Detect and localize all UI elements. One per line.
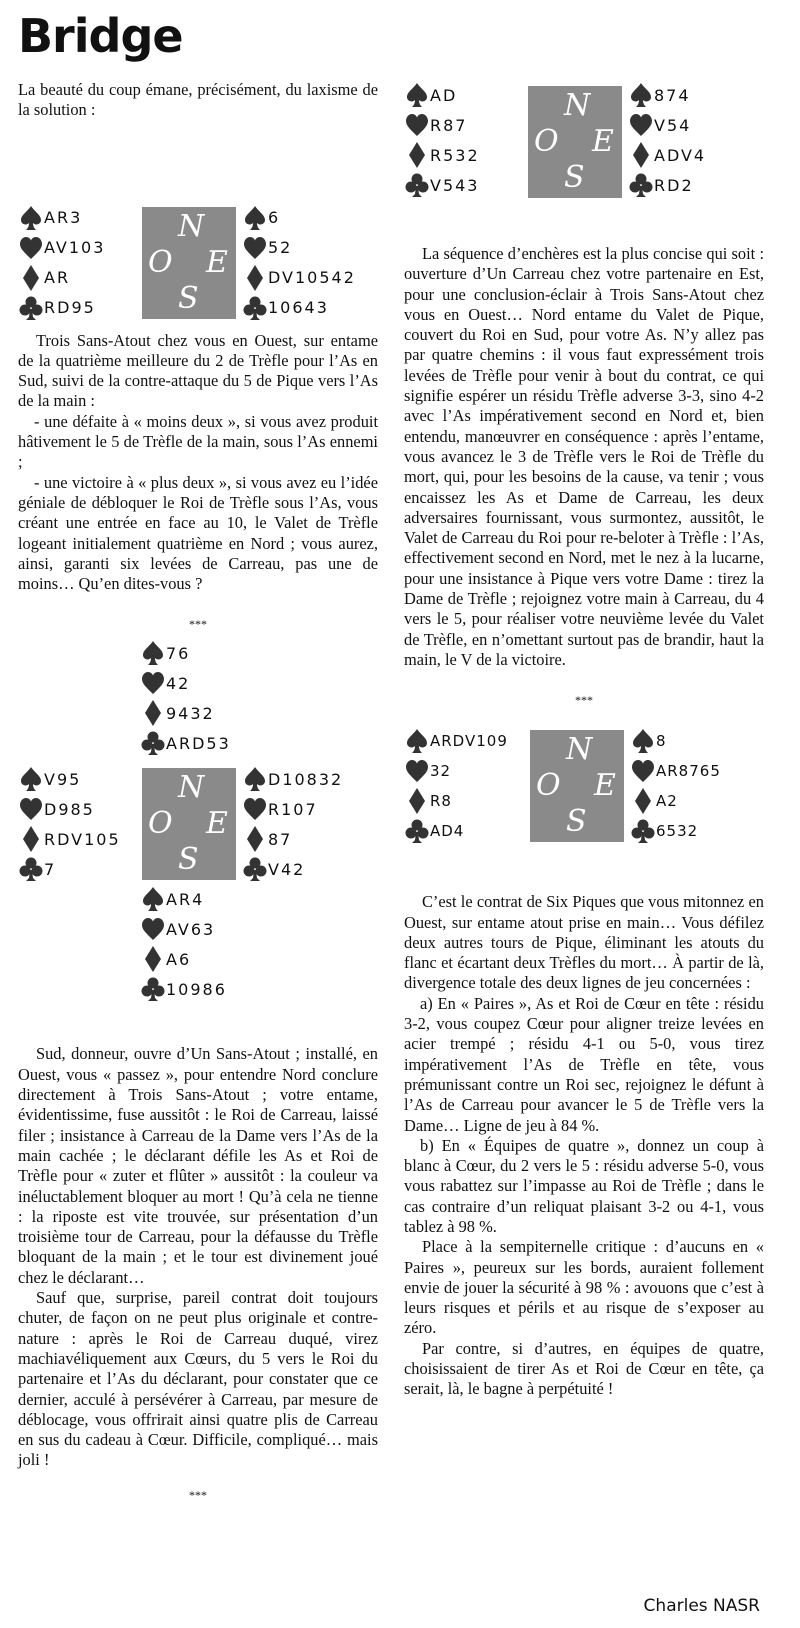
- spade-icon: [628, 82, 654, 108]
- section-separator: ***: [189, 617, 207, 632]
- compass-east: E: [206, 244, 228, 280]
- compass-south: S: [564, 160, 585, 195]
- problem4-paragraph: a) En « Paires », As et Roi de Cœur en tête : résidu 3-2, vous coupez Cœur pour aligner treize levées en acier trempé ; résidu 4-1 ou 5-0, vous tirez impérativement l’As de Trèfle en tête, vous prémunissant contre un Roi sec, rejoignez le défunt à l’As de Carreau pour avancer le 5 de Trèfle vers la Dame… Ligne de jeu à 84 %.: [404, 993, 764, 1135]
- north-diamonds: 9432: [166, 703, 215, 723]
- compass-north: N: [564, 88, 591, 123]
- compass-west: O: [534, 124, 559, 159]
- heart-icon: [628, 112, 654, 138]
- east-clubs: 6532: [656, 822, 699, 841]
- problem2-south-hand: [140, 884, 227, 1004]
- north-hearts: 42: [166, 673, 191, 693]
- problem1-paragraph: - une défaite à « moins deux », si vous avez produit hâtivement le 5 de Trèfle de la main, sous l’As ennemi ;: [18, 411, 378, 472]
- compass-east: E: [594, 768, 616, 804]
- problem4-paragraph: Par contre, si d’autres, en équipes de quatre, choisissaient de tirer As et Roi de Cœur en tête, ça serait, là, le bagne à perpétuité !: [404, 1338, 764, 1399]
- heart-icon: [18, 235, 44, 261]
- heart-icon: [630, 758, 656, 784]
- west-diamonds: R8: [430, 792, 452, 811]
- compass-box: [528, 86, 622, 198]
- north-clubs: ARD53: [166, 733, 231, 753]
- east-hearts: AR8765: [656, 762, 721, 781]
- east-diamonds: DV10542: [268, 268, 356, 288]
- club-icon: [18, 856, 44, 882]
- west-hearts: D985: [44, 799, 95, 819]
- compass-south: S: [178, 842, 199, 878]
- compass-east: E: [592, 124, 614, 159]
- club-icon: [628, 172, 654, 198]
- club-icon: [140, 976, 166, 1002]
- south-clubs: 10986: [166, 979, 227, 999]
- compass-east: E: [206, 806, 228, 842]
- problem1-east-hand: [242, 203, 356, 323]
- west-spades: V95: [44, 769, 82, 789]
- east-hearts: R107: [268, 799, 318, 819]
- west-diamonds: RDV105: [44, 829, 121, 849]
- north-spades: 76: [166, 643, 191, 663]
- diamond-icon: [140, 700, 166, 726]
- west-hearts: R87: [430, 115, 468, 135]
- west-spades: AR3: [44, 208, 83, 228]
- problem2-paragraph: Sud, donneur, ouvre d’Un Sans-Atout ; installé, en Ouest, vous « passez », pour entendre Nord conclure directement à Trois Sans-Atout ; votre entame, évidentissime, fuse aussitôt : le Roi de Carreau, laissé filer ; insistance à Carreau de la Dame vers l’As de la main cachée ; le déclarant défile les As et Roi de Trèfle pour « zuter et flûter » aussitôt : la couleur va inéluctablement bloquer au mort ! Qu’à cela ne tienne : la riposte est vite trouvée, sur présentation d’un troisième tour de Carreau, pour la défausse du Trèfle bloquant de la main ; et le tour est divinement joué chez le déclarant…: [18, 1044, 378, 1287]
- compass-box: [142, 207, 236, 319]
- east-spades: D10832: [268, 769, 344, 789]
- problem1-paragraph: Trois Sans-Atout chez vous en Ouest, sur entame de la quatrième meilleure du 2 de Trèfle pour l’As en Sud, suivi de la contre-attaque du 5 de Pique vers l’As de la main :: [18, 330, 378, 411]
- east-spades: 8: [656, 732, 667, 751]
- page-title: Bridge: [18, 9, 183, 63]
- heart-icon: [404, 112, 430, 138]
- east-clubs: 10643: [268, 298, 329, 318]
- problem2-west-hand: [18, 764, 121, 884]
- problem3-paragraph: La séquence d’enchères est la plus concise qui soit : ouverture d’Un Carreau chez votre partenaire en Est, pour une conclusion-éclair à Trois Sans-Atout chez vous en Ouest… Nord entame du Valet de Pique, couvert du Roi en Sud, pour votre As. N’y allez pas par quatre chemins : il vous faut expressément trois levées de Trèfle pour venir à bout du contrat, ce qui signifie espérer un résidu Trèfle adverse 3-3, sino 4-2 avec l’As impérativement second en Nord et, bien entendu, manœuvrer en conséquence : après l’entame, vous avancez le 3 de Trèfle vers le Roi de Trèfle du mort, qui, pour les besoins de la cause, va tenir ; vous encaissez les As et Dame de Carreau, les deux adversaires fournissant, vous surmontez, aussitôt, le Valet de Carreau du Roi pour re-beloter à Trèfle : l’As, effectivement second en Nord, met le nez à la lucarne, pour une insistance à Pique vers votre Dame : tirez la Dame de Trèfle ; rejoignez votre main à Carreau, du 4 vers le 5, pour réaliser votre neuvième levée du Valet de Trèfle, en n’omettant surtout pas de brandir, haut la main, le V de la victoire.: [404, 244, 764, 669]
- problem4-paragraph: b) En « Équipes de quatre », donnez un coup à blanc à Cœur, du 2 vers le 5 : résidu adverse 5-0, vous vous rabattez sur l’impasse au Roi de Trèfle ; dans le cas contraire d’un reliquat plaisant 3-2 ou 4-1, vous tablez à 98 %.: [404, 1135, 764, 1236]
- problem1-west-hand: [18, 203, 105, 323]
- club-icon: [140, 730, 166, 756]
- east-spades: 874: [654, 85, 691, 105]
- diamond-icon: [404, 788, 430, 814]
- problem3-diagram: [404, 0, 764, 244]
- west-diamonds: AR: [44, 268, 71, 288]
- south-diamonds: A6: [166, 949, 192, 969]
- club-icon: [404, 818, 430, 844]
- compass-north: N: [178, 208, 205, 244]
- diamond-icon: [18, 826, 44, 852]
- compass-west: O: [148, 244, 173, 280]
- compass-west: O: [148, 806, 173, 842]
- diamond-icon: [630, 788, 656, 814]
- compass-west: O: [536, 768, 561, 804]
- club-icon: [630, 818, 656, 844]
- south-spades: AR4: [166, 889, 205, 909]
- spade-icon: [140, 886, 166, 912]
- west-hearts: AV103: [44, 238, 106, 258]
- compass-box: [142, 768, 236, 880]
- spade-icon: [242, 766, 268, 792]
- diamond-icon: [140, 946, 166, 972]
- club-icon: [404, 172, 430, 198]
- right-column: [404, 0, 764, 1400]
- west-diamonds: R532: [430, 145, 480, 165]
- problem4-paragraph: C’est le contrat de Six Piques que vous mitonnez en Ouest, sur entame atout prise en main… Vous défilez deux autres tours de Pique, éliminant les atouts du flanc et écartant deux Trèfles du mort… À partir de là, divergence totale des deux lignes de jeu concernées :: [404, 892, 764, 993]
- heart-icon: [18, 796, 44, 822]
- heart-icon: [140, 916, 166, 942]
- spade-icon: [140, 640, 166, 666]
- east-clubs: V42: [268, 859, 306, 879]
- problem3-east-hand: [628, 80, 706, 200]
- compass-south: S: [566, 804, 587, 840]
- problem4-paragraph: Place à la sempiternelle critique : d’aucuns en « Paires », peureux sur les bords, auraient follement envie de jouer la sécurité à 98 % : avouons que c’est à leurs risques et périls et au risque de s’exposer au zéro.: [404, 1237, 764, 1338]
- east-clubs: RD2: [654, 175, 694, 195]
- problem2-diagram: [18, 634, 378, 1044]
- problem4-west-hand: [404, 726, 508, 846]
- diamond-icon: [242, 265, 268, 291]
- west-clubs: RD95: [44, 298, 96, 318]
- spade-icon: [18, 205, 44, 231]
- west-hearts: 32: [430, 762, 452, 781]
- section-separator: ***: [189, 1487, 207, 1502]
- west-clubs: V543: [430, 175, 480, 195]
- east-hearts: 52: [268, 238, 293, 258]
- problem1-intro: La beauté du coup émane, précisément, du laxisme de la solution :: [18, 80, 378, 120]
- diamond-icon: [404, 142, 430, 168]
- author-signature: Charles NASR: [643, 1596, 760, 1616]
- east-hearts: V54: [654, 115, 692, 135]
- problem4-diagram: [404, 710, 764, 892]
- west-spades: ARDV109: [430, 732, 508, 751]
- spade-icon: [18, 766, 44, 792]
- west-spades: AD: [430, 85, 458, 105]
- west-clubs: 7: [44, 859, 57, 879]
- compass-box: [530, 730, 624, 842]
- heart-icon: [242, 796, 268, 822]
- left-column: [18, 80, 378, 1505]
- problem1-diagram: [18, 121, 378, 331]
- west-clubs: AD4: [430, 822, 465, 841]
- heart-icon: [140, 670, 166, 696]
- east-diamonds: 87: [268, 829, 293, 849]
- east-diamonds: ADV4: [654, 145, 707, 165]
- club-icon: [18, 295, 44, 321]
- south-hearts: AV63: [166, 919, 216, 939]
- section-separator: ***: [575, 693, 593, 708]
- club-icon: [242, 856, 268, 882]
- club-icon: [242, 295, 268, 321]
- compass-north: N: [178, 770, 205, 806]
- spade-icon: [242, 205, 268, 231]
- spade-icon: [404, 82, 430, 108]
- east-diamonds: A2: [656, 792, 678, 811]
- problem3-west-hand: [404, 80, 480, 200]
- problem2-north-hand: [140, 638, 231, 758]
- problem2-east-hand: [242, 764, 343, 884]
- diamond-icon: [18, 265, 44, 291]
- spade-icon: [630, 728, 656, 754]
- spade-icon: [404, 728, 430, 754]
- problem4-east-hand: [630, 726, 721, 846]
- heart-icon: [404, 758, 430, 784]
- problem1-paragraph: - une victoire à « plus deux », si vous avez eu l’idée géniale de débloquer le Roi de Trèfle sous l’As, vous créant une entrée en face au 10, le Valet de Trèfle logeant initialement quatrième en Nord ; vous aurez, ainsi, garanti six levées de Carreau, pas une de moins… Qu’en dites-vous ?: [18, 472, 378, 594]
- diamond-icon: [628, 142, 654, 168]
- east-spades: 6: [268, 208, 281, 228]
- diamond-icon: [242, 826, 268, 852]
- compass-north: N: [566, 732, 593, 768]
- compass-south: S: [178, 280, 199, 316]
- heart-icon: [242, 235, 268, 261]
- problem2-paragraph: Sauf que, surprise, pareil contrat doit toujours chuter, de façon on ne peut plus originale et contre-nature : après le Roi de Carreau duqué, virez machiavéliquement aux Cœurs, du 5 vers le Roi du partenaire et l’As du déclarant, pour constater que ce dernier, acculé à persévérer à Carreau, par mesure de déblocage, vous offrirait ainsi quatre plis de Carreau en sus du cadeau à Cœur. Difficile, compliqué… mais joli !: [18, 1288, 378, 1470]
